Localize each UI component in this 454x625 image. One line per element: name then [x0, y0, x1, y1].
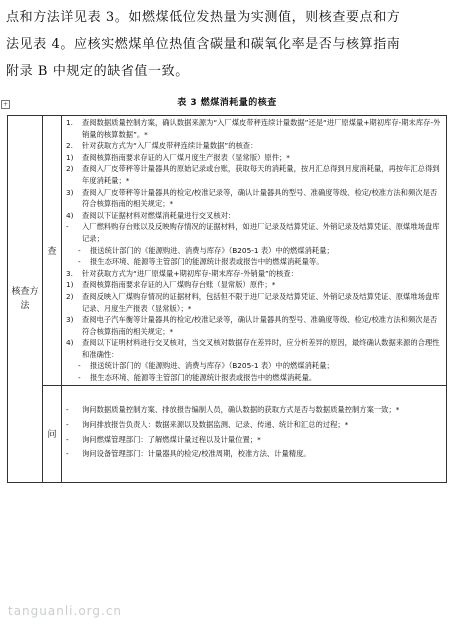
item-marker: -	[78, 257, 81, 267]
check-items-list	[66, 117, 442, 384]
table-row	[8, 385, 447, 482]
list-item	[66, 448, 442, 460]
intro-paragraph	[6, 4, 442, 85]
item-text: 报送统计部门的《能源购进、消费与库存》（B205-1 表）中的燃煤消耗量；	[90, 361, 334, 371]
list-item	[66, 291, 442, 314]
intro-line: 附录 B 中规定的缺省值一致。	[6, 64, 189, 79]
list-item	[66, 404, 442, 416]
watermark: tanguanli.org.cn	[8, 604, 123, 618]
item-text: 查阅反映入厂煤购存情况的证据材料，包括但不限于进厂记录及结算凭证、外销记录及结算凭证、原煤堆场盘库记录、月度生产报表（显常版）；*	[82, 291, 440, 313]
item-marker: 3.	[66, 268, 73, 278]
item-marker: 3)	[66, 315, 74, 325]
item-text: 询问排放报告负责人：数据来源以及数据监测、记录、传递、统计和汇总的过程；*	[82, 420, 349, 430]
item-text: 针对获取方式为“进厂原煤量+期初库存-期末库存-外销量”的核查：	[82, 268, 298, 278]
list-item	[66, 140, 442, 152]
item-marker: 2.	[66, 141, 73, 151]
list-item	[66, 187, 442, 210]
method-cell-ask: 问	[43, 385, 62, 482]
list-item	[66, 268, 442, 280]
item-marker: 2)	[66, 291, 74, 301]
table-row	[8, 116, 447, 386]
method-cell-check: 查	[43, 116, 62, 386]
item-marker: -	[78, 373, 81, 383]
item-text: 询问设备管理部门：计量器具的检定/校准周期，校准方法、计量精度。	[82, 449, 311, 459]
item-text: 查阅核算指南要求存证的入厂煤购存台账（显常版）原件；*	[82, 280, 276, 290]
item-text: 查阅核算指南要求存证的入厂煤月度生产报表（显常版）原件；*	[82, 152, 290, 162]
list-item	[66, 210, 442, 222]
item-marker: -	[66, 434, 69, 444]
item-marker: -	[78, 361, 81, 371]
intro-line: 法见表 4。应核实燃煤单位热值含碳量和碳氧化率是否与核算指南	[6, 37, 401, 52]
item-text: 报生态环境、能源等主管部门的能源统计报表或报告中的燃煤消耗量等。	[90, 257, 324, 267]
item-text: 查阅数据质量控制方案，确认数据来源为“入厂煤皮带秤连续计量数据”还是“进厂原煤量+期初库存-期末库存-外销量的核算数据”。*	[82, 118, 441, 139]
item-marker: 1)	[66, 152, 74, 162]
item-marker: 1)	[66, 280, 74, 290]
list-item	[66, 221, 442, 244]
content-cell-ask	[62, 385, 447, 482]
item-text: 入厂燃料购存台账以及反映购存情况的证据材料，如进厂记录及结算凭证、外销记录及结算凭证、原煤堆场盘库记录；	[82, 222, 440, 243]
item-marker: 4)	[66, 210, 74, 220]
item-text: 查阅入厂皮带秤等计量器具的检定/校准记录等，确认计量器具的型号、准确度等级、检定/校准方法和频次是否符合核算指南的相关规定；*	[82, 187, 438, 209]
table-caption: 表 3 燃煤消耗量的核查	[177, 98, 277, 108]
list-item	[66, 360, 442, 372]
item-marker: -	[66, 222, 69, 232]
category-cell: 核查方法	[8, 116, 43, 483]
list-item	[66, 256, 442, 268]
list-item	[66, 337, 442, 360]
intro-line: 点和方法详见表 3。如燃煤低位发热量为实测值，则核查要点和方	[6, 10, 401, 25]
list-item	[66, 245, 442, 257]
table-move-handle-icon[interactable]: +	[2, 101, 9, 108]
list-item	[66, 434, 442, 446]
item-text: 查阅以下证据材料对燃煤消耗量进行交叉核对：	[82, 210, 236, 220]
list-item	[66, 163, 442, 186]
verification-table	[7, 115, 447, 483]
item-text: 报生态环境、能源等主管部门的能源统计报表或报告中的燃煤消耗量。	[90, 373, 317, 383]
item-marker: -	[66, 420, 69, 430]
item-text: 询问燃煤管理部门：了解燃煤计量过程以及计量位置；*	[82, 434, 261, 444]
list-item	[66, 372, 442, 384]
item-marker: 2)	[66, 164, 74, 174]
item-text: 查阅入厂皮带秤等计量器具的原始记录或台账，获取每天的消耗量，按月汇总得到月度消耗量，再按年汇总得到年度消耗量；*	[82, 164, 440, 185]
item-marker: 4)	[66, 338, 74, 348]
item-text: 询问数据质量控制方案、排放报告编制人员，确认数据的获取方式是否与数据质量控制方案一致；*	[82, 405, 400, 415]
item-text: 查阅以下证明材料进行交叉核对，当交叉核对数据存在差异时，应分析差异的原因，最终确认数据来源的合理性和准确性：	[82, 338, 440, 359]
item-marker: -	[66, 405, 69, 415]
item-marker: -	[78, 245, 81, 255]
item-marker: 1.	[66, 118, 73, 127]
ask-items-list	[66, 404, 442, 459]
list-item	[66, 117, 442, 140]
list-item	[66, 419, 442, 431]
list-item	[66, 279, 442, 291]
item-text: 查阅电子汽车衡等计量器具的检定/校准记录等，确认计量器具的型号、准确度等级、检定/校准方法和频次是否符合核算指南的相关规定；*	[82, 315, 438, 336]
list-item	[66, 152, 442, 164]
item-text: 针对获取方式为“入厂煤皮带秤连续计量数据”的核查：	[82, 141, 258, 151]
list-item	[66, 314, 442, 337]
content-cell-check	[62, 116, 447, 386]
item-text: 报送统计部门的《能源购进、消费与库存》（B205-1 表）中的燃煤消耗量；	[90, 245, 334, 255]
item-marker: 3)	[66, 187, 74, 197]
item-marker: -	[66, 449, 69, 459]
